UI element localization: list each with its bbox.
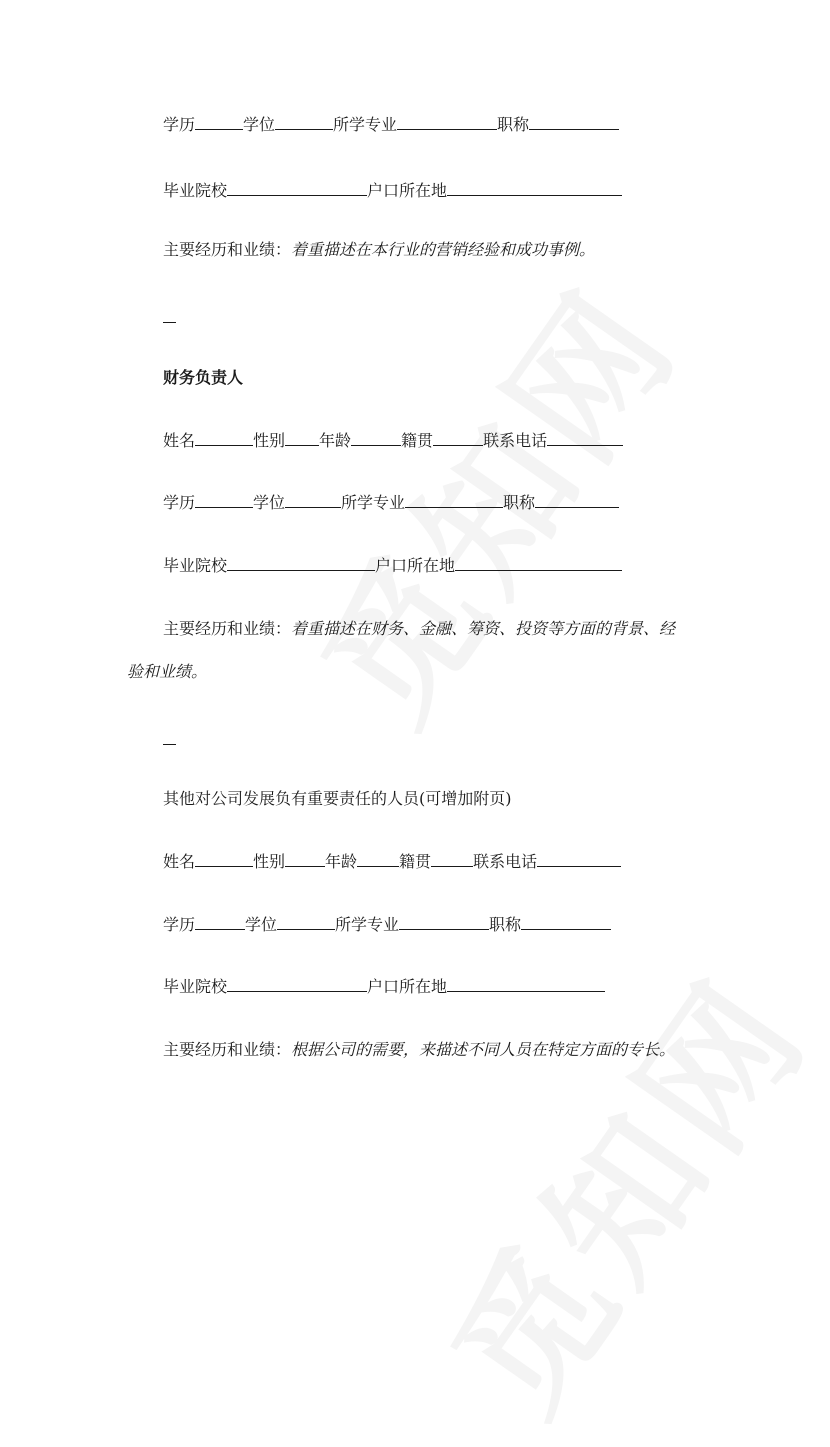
label-hukou: 户口所在地 (367, 977, 448, 996)
title-blank (529, 112, 619, 130)
section-title-finance: 财务负责人 (163, 368, 244, 387)
separator-dash (163, 322, 176, 323)
education-blank (195, 490, 253, 508)
experience-text-continued: 验和业绩。 (127, 662, 208, 681)
phone-blank (537, 849, 621, 867)
label-age: 年龄 (319, 431, 352, 450)
experience-row (163, 238, 595, 262)
finance-school-row (163, 553, 622, 578)
experience-text: 根据公司的需要，来描述不同人员在特定方面的专长。 (291, 1040, 676, 1059)
experience-text: 着重描述在财务、金融、筹资、投资等方面的背景、经 (291, 619, 676, 638)
label-phone: 联系电话 (483, 431, 548, 450)
title-blank (521, 912, 611, 930)
label-phone: 联系电话 (473, 852, 538, 871)
label-hukou: 户口所在地 (375, 556, 456, 575)
age-blank (351, 428, 401, 446)
label-school: 毕业院校 (163, 977, 228, 996)
label-degree: 学位 (243, 115, 276, 134)
label-gender: 性别 (253, 852, 286, 871)
school-blank (227, 974, 367, 992)
education-blank (195, 112, 243, 130)
label-school: 毕业院校 (163, 181, 228, 200)
label-title: 职称 (497, 115, 530, 134)
school-blank (227, 178, 367, 196)
label-degree: 学位 (253, 493, 286, 512)
gender-blank (285, 849, 325, 867)
other-info-row (163, 849, 621, 874)
label-major: 所学专业 (335, 915, 400, 934)
label-name: 姓名 (163, 852, 196, 871)
finance-education-row (163, 490, 619, 515)
degree-blank (275, 112, 333, 130)
major-blank (399, 912, 489, 930)
label-education: 学历 (163, 915, 196, 934)
gender-blank (285, 428, 319, 446)
label-major: 所学专业 (333, 115, 398, 134)
major-blank (397, 112, 497, 130)
phone-blank (547, 428, 623, 446)
native-blank (433, 428, 483, 446)
label-title: 职称 (489, 915, 522, 934)
other-school-row (163, 974, 605, 999)
name-blank (195, 849, 253, 867)
school-blank (227, 553, 375, 571)
label-experience: 主要经历和业绩： (163, 1040, 292, 1059)
label-name: 姓名 (163, 431, 196, 450)
label-native: 籍贯 (399, 852, 432, 871)
label-native: 籍贯 (401, 431, 434, 450)
native-blank (431, 849, 473, 867)
experience-text: 着重描述在本行业的营销经验和成功事例。 (291, 240, 596, 259)
label-education: 学历 (163, 115, 196, 134)
hukou-blank (447, 178, 622, 196)
major-blank (405, 490, 503, 508)
label-school: 毕业院校 (163, 556, 228, 575)
label-age: 年龄 (325, 852, 358, 871)
education-blank (195, 912, 245, 930)
label-degree: 学位 (245, 915, 278, 934)
title-blank (535, 490, 619, 508)
education-row (163, 112, 619, 137)
label-experience: 主要经历和业绩： (163, 619, 292, 638)
label-education: 学历 (163, 493, 196, 512)
label-major: 所学专业 (341, 493, 406, 512)
separator-dash (163, 744, 176, 745)
other-education-row (163, 912, 611, 937)
label-gender: 性别 (253, 431, 286, 450)
label-title: 职称 (503, 493, 536, 512)
finance-info-row (163, 428, 623, 453)
other-experience-row (163, 1038, 675, 1062)
degree-blank (285, 490, 341, 508)
label-experience: 主要经历和业绩： (163, 240, 292, 259)
finance-experience-row (163, 617, 675, 641)
degree-blank (277, 912, 335, 930)
label-hukou: 户口所在地 (367, 181, 448, 200)
watermark-bottom (394, 929, 830, 1446)
section-title-other: 其他对公司发展负有重要责任的人员(可增加附页) (163, 789, 512, 808)
age-blank (357, 849, 399, 867)
name-blank (195, 428, 253, 446)
hukou-blank (455, 553, 622, 571)
school-row (163, 178, 622, 203)
hukou-blank (447, 974, 605, 992)
